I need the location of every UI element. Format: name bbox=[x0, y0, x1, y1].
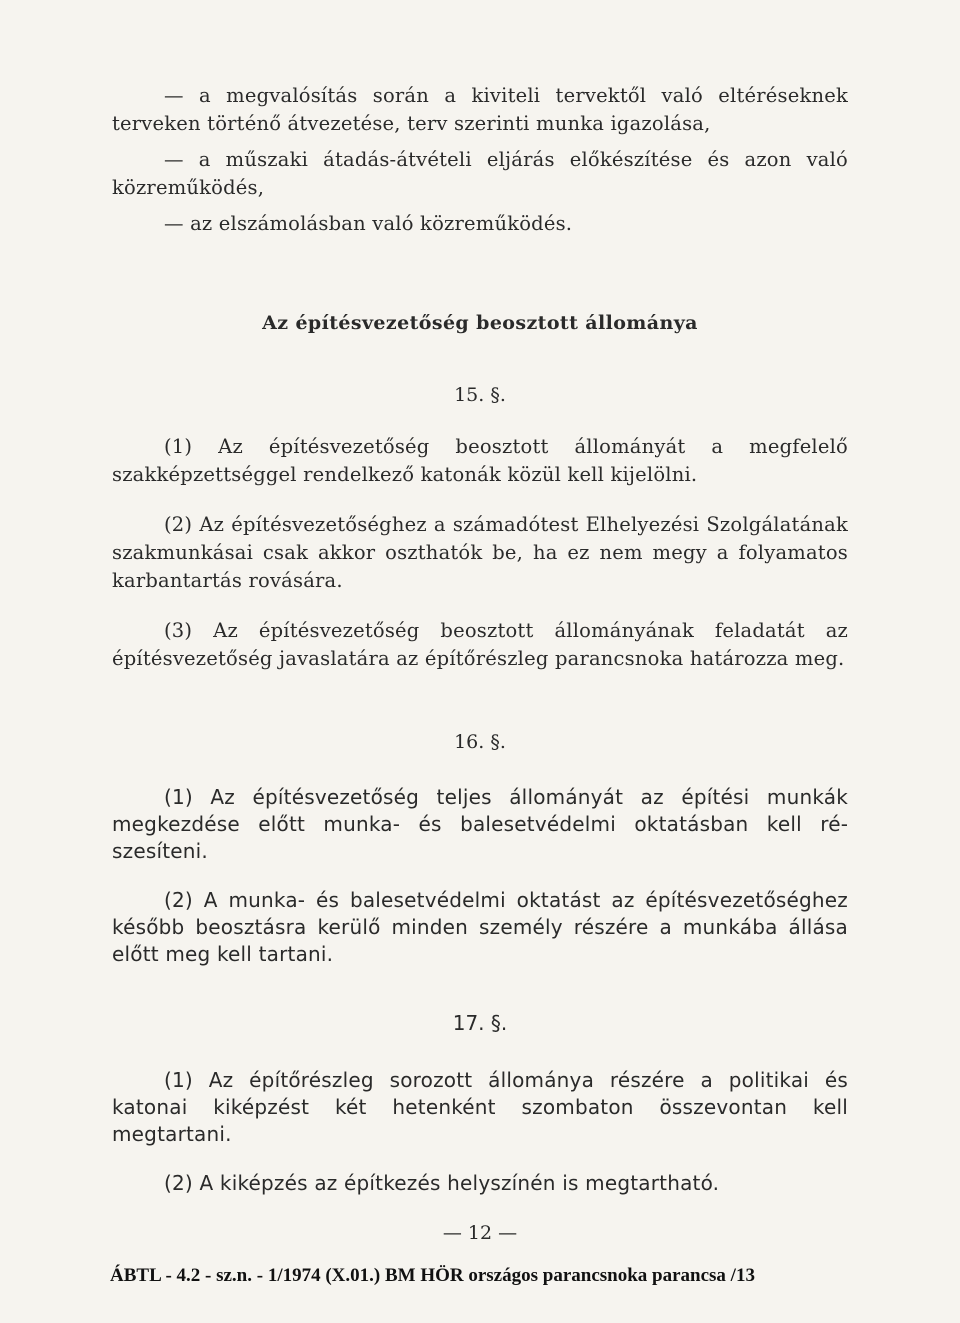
paragraph: (1) Az építésvezetőség beosztott állományát a megfelelő szakképzettséggel rendelkező katonák közül kell kijelölni. bbox=[112, 435, 848, 486]
paragraph: (1) Az építőrészleg sorozott állománya részére a politikai és katonai kiképzést két hetenként szombaton összevontan kell megtartani. bbox=[112, 1068, 848, 1146]
list-item: — az elszámolásban való közreműködés. bbox=[164, 212, 573, 235]
section-heading: Az építésvezetőség beosztott állománya bbox=[262, 312, 698, 334]
list-block bbox=[112, 82, 848, 238]
list-item: — a megvalósítás során a kiviteli tervektől való eltéréseknek terveken történő átvezetése, terv szerinti munka igazolása, bbox=[112, 84, 848, 135]
paragraph: (1) Az építésvezetőség teljes állományát az építési munkák megkezdése előtt munka- és balesetvédelmi oktatásban kell részesíteni. bbox=[112, 785, 848, 863]
section-number-15: 15. §. bbox=[454, 384, 506, 406]
section-16-body bbox=[112, 784, 848, 968]
section-number-17: 17. §. bbox=[452, 1011, 508, 1035]
paragraph: (2) A kiképzés az építkezés helyszínén is megtartható. bbox=[164, 1171, 720, 1195]
paragraph: (3) Az építésvezetőség beosztott állományának feladatát az építésvezetőség javaslatára az építőrészleg parancsnoka határozza meg. bbox=[112, 619, 848, 670]
archive-reference-footer: ÁBTL - 4.2 - sz.n. - 1/1974 (X.01.) BM HÖR országos parancsnoka parancsa /13 bbox=[110, 1265, 755, 1286]
page-number: — 12 — bbox=[442, 1222, 518, 1244]
paragraph: (2) A munka- és balesetvédelmi oktatást az építésvezetőséghez később beosztásra kerülő minden személy részére a munkába állása előtt meg kell tartani. bbox=[112, 888, 848, 966]
section-17-body bbox=[112, 1067, 848, 1197]
section-number-16: 16. §. bbox=[454, 731, 506, 753]
section-15-body bbox=[112, 433, 848, 673]
list-item: — a műszaki átadás-átvételi eljárás előkészítése és azon való közreműködés, bbox=[112, 148, 848, 199]
paragraph: (2) Az építésvezetőséghez a számadótest Elhelyezési Szolgálatának szakmunkásai csak akkor oszthatók be, ha ez nem megy a folyamatos karbantartás rovására. bbox=[112, 513, 848, 592]
